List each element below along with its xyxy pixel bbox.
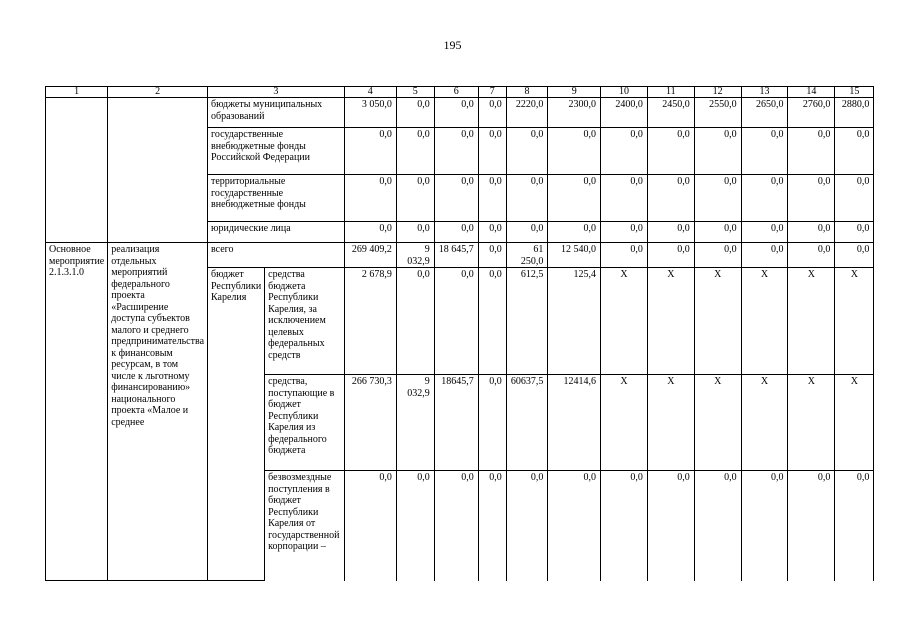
cell-value: 0,0 (506, 128, 548, 175)
column-number: 4 (344, 87, 396, 98)
cell-value: 0,0 (788, 128, 835, 175)
column-number: 12 (694, 87, 741, 98)
column-number: 8 (506, 87, 548, 98)
cell-value: 0,0 (396, 222, 434, 243)
cell-value: 12414,6 (548, 375, 601, 471)
cell-value: 0,0 (647, 243, 694, 268)
column-number: 14 (788, 87, 835, 98)
cell-value: 61 250,0 (506, 243, 548, 268)
cell-value: X (601, 268, 648, 375)
empty-cell (46, 98, 108, 243)
cell-value: 0,0 (694, 471, 741, 581)
cell-value: 0,0 (835, 175, 874, 222)
page-number: 195 (443, 38, 462, 52)
cell-value: 2650,0 (741, 98, 788, 128)
column-number: 6 (434, 87, 478, 98)
cell-value: X (788, 375, 835, 471)
cell-value: 0,0 (788, 243, 835, 268)
cell-value: 0,0 (344, 128, 396, 175)
cell-value: 2550,0 (694, 98, 741, 128)
cell-value: 0,0 (434, 98, 478, 128)
cell-value: 0,0 (344, 222, 396, 243)
measure-name: реализация отдельных мероприятий федерального проекта «Расширение доступа субъектов малого и среднего предпринимательства к финансовым ресурсам, в том числе к льготному финансированию» национального проекта «Малое и среднее (108, 243, 208, 581)
column-number-row (46, 87, 905, 98)
cell-value: 0,0 (478, 243, 506, 268)
cell-value: 2300,0 (548, 98, 601, 128)
cell-value: 18645,7 (434, 375, 478, 471)
cell-value: X (835, 268, 874, 375)
cell-value: 0,0 (396, 268, 434, 375)
cell-value: 0,0 (647, 175, 694, 222)
cell-value: 0,0 (434, 268, 478, 375)
cell-value: 0,0 (601, 128, 648, 175)
cell-value: 0,0 (694, 243, 741, 268)
cell-value: X (647, 268, 694, 375)
cell-value: 0,0 (835, 222, 874, 243)
cell-value: 0,0 (694, 222, 741, 243)
measure-code: Основное мероприятие 2.1.3.1.0 (46, 243, 108, 581)
cell-value: 0,0 (478, 175, 506, 222)
column-number: 13 (741, 87, 788, 98)
column-number: 10 (601, 87, 648, 98)
cell-value: X (694, 375, 741, 471)
budget-table (45, 86, 905, 581)
budget-label: бюджет Республики Карелия (208, 268, 265, 581)
cell-value: 0,0 (601, 243, 648, 268)
cell-value: 18 645,7 (434, 243, 478, 268)
cell-value: 266 730,3 (344, 375, 396, 471)
column-number: 2 (108, 87, 208, 98)
cell-value: 0,0 (788, 471, 835, 581)
cell-value: 3 050,0 (344, 98, 396, 128)
row-label: средства бюджета Республики Карелия, за исключением целевых федеральных средств (265, 268, 345, 375)
cell-value: 0,0 (647, 128, 694, 175)
cell-value: X (741, 268, 788, 375)
cell-value: 0,0 (694, 128, 741, 175)
cell-value: 0,0 (344, 471, 396, 581)
cell-value: 0,0 (647, 471, 694, 581)
cell-value: 0,0 (506, 471, 548, 581)
cell-value: 0,0 (506, 175, 548, 222)
cell-value: 0,0 (478, 128, 506, 175)
row-label: всего (208, 243, 345, 268)
column-number: 15 (835, 87, 874, 98)
cell-value: 0,0 (548, 471, 601, 581)
cell-value: 9 032,9 (396, 375, 434, 471)
cell-value: 0,0 (601, 471, 648, 581)
column-number: 9 (548, 87, 601, 98)
cell-value: X (835, 375, 874, 471)
cell-value: 0,0 (601, 222, 648, 243)
cell-value: 2450,0 (647, 98, 694, 128)
cell-value: 60637,5 (506, 375, 548, 471)
row-label: бюджеты муниципальных образований (208, 98, 345, 128)
cell-value: 0,0 (434, 222, 478, 243)
cell-value: 0,0 (694, 175, 741, 222)
cell-value: X (694, 268, 741, 375)
cell-value: 0,0 (741, 128, 788, 175)
cell-value: 0,0 (835, 128, 874, 175)
cell-value: X (647, 375, 694, 471)
empty-cell (108, 98, 208, 243)
cell-value: 9 032,9 (396, 243, 434, 268)
cell-value: 0,0 (647, 222, 694, 243)
cell-value: 2880,0 (835, 98, 874, 128)
row-label: государственные внебюджетные фонды Российской Федерации (208, 128, 345, 175)
cell-value: X (601, 375, 648, 471)
column-number: 1 (46, 87, 108, 98)
cell-value: 0,0 (835, 471, 874, 581)
row-label: территориальные государственные внебюджетные фонды (208, 175, 345, 222)
cell-value: 12 540,0 (548, 243, 601, 268)
cell-value: 0,0 (434, 128, 478, 175)
cell-value: 2760,0 (788, 98, 835, 128)
cell-value: 2 678,9 (344, 268, 396, 375)
cell-value: 0,0 (478, 471, 506, 581)
cell-value: 0,0 (396, 98, 434, 128)
cell-value: 0,0 (396, 128, 434, 175)
cell-value: 0,0 (741, 471, 788, 581)
cell-value: 0,0 (548, 175, 601, 222)
cell-value: 0,0 (835, 243, 874, 268)
cell-value: 0,0 (548, 128, 601, 175)
cell-value: 0,0 (396, 175, 434, 222)
cell-value: X (788, 268, 835, 375)
cell-value: 269 409,2 (344, 243, 396, 268)
column-number: 3 (208, 87, 345, 98)
cell-value: X (741, 375, 788, 471)
cell-value: 0,0 (478, 268, 506, 375)
cell-value: 0,0 (788, 222, 835, 243)
cell-value: 0,0 (741, 222, 788, 243)
cell-value: 0,0 (506, 222, 548, 243)
cell-value: 0,0 (741, 243, 788, 268)
cell-value: 612,5 (506, 268, 548, 375)
cell-value: 0,0 (434, 471, 478, 581)
cell-value: 0,0 (396, 471, 434, 581)
column-number: 7 (478, 87, 506, 98)
column-number: 11 (647, 87, 694, 98)
cell-value: 0,0 (548, 222, 601, 243)
cell-value: 125,4 (548, 268, 601, 375)
cell-value: 0,0 (478, 222, 506, 243)
cell-value: 2220,0 (506, 98, 548, 128)
cell-value: 0,0 (344, 175, 396, 222)
cell-value: 2400,0 (601, 98, 648, 128)
row-label: безвозмездные поступления в бюджет Республики Карелия от государственной корпорации – (265, 471, 345, 581)
row-label: средства, поступающие в бюджет Республики Карелия из федерального бюджета (265, 375, 345, 471)
cell-value: 0,0 (741, 175, 788, 222)
table-row (46, 243, 905, 268)
cell-value: 0,0 (601, 175, 648, 222)
cell-value: 0,0 (478, 375, 506, 471)
cell-value: 0,0 (478, 98, 506, 128)
cell-value: 0,0 (434, 175, 478, 222)
column-number: 5 (396, 87, 434, 98)
table-row (46, 98, 905, 128)
row-label: юридические лица (208, 222, 345, 243)
cell-value: 0,0 (788, 175, 835, 222)
